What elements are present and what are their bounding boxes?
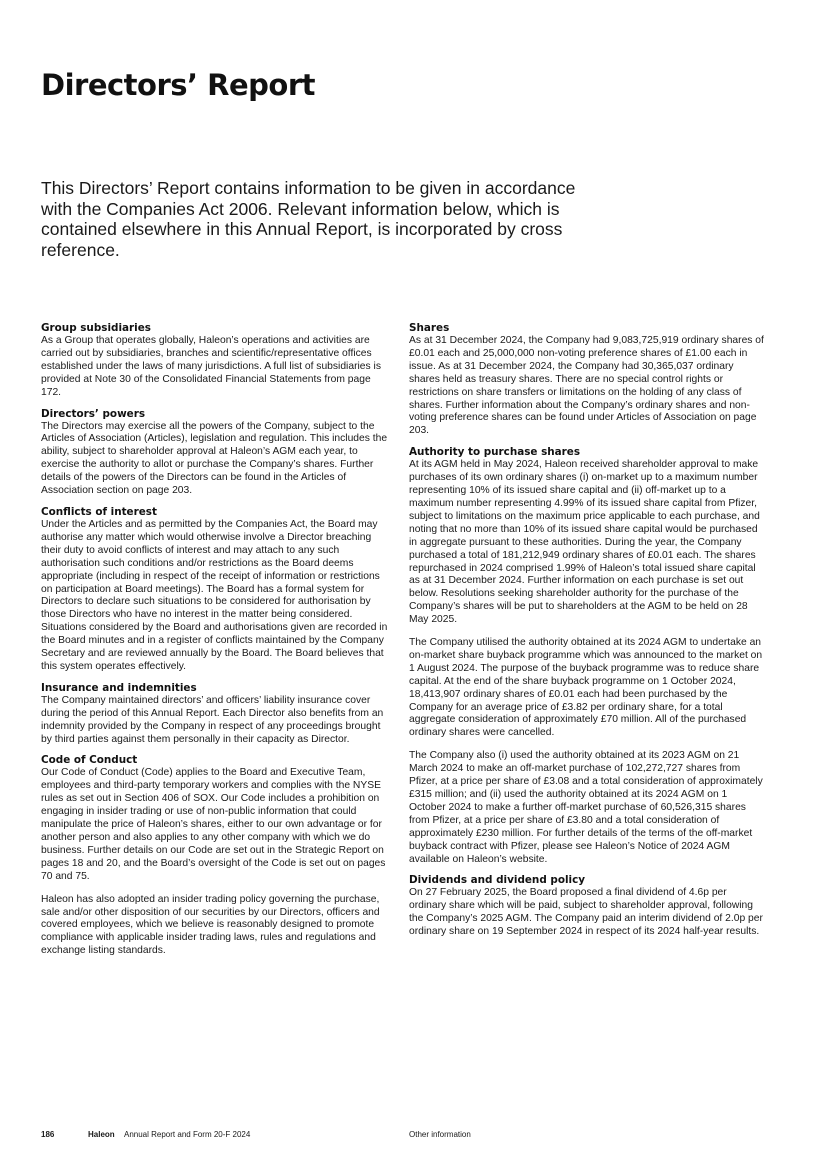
section-paragraph: The Directors may exercise all the powers of the Company, subject to the Articles of Association (Articles), legislation and regulation. This includes the ability, subject to shareholder approval at Haleon’s AGM each year, to exercise the authority to allot or purchase the Company’s shares. Further details of the powers of the Directors can be found in the Articles of Association section on page 203. [41, 420, 388, 497]
section-dividends [409, 874, 765, 939]
section-group-subsidiaries [41, 322, 393, 400]
section-paragraph: As a Group that operates globally, Haleon’s operations and activities are carried out by subsidiaries, branches and scientific/representative offices established under the laws of many jurisdictions. A full list of subsidiaries is provided at Note 30 of the Consolidated Financial Statements from page 172. [41, 335, 381, 398]
section-insurance [41, 682, 393, 747]
section-heading: Authority to purchase shares [409, 446, 581, 459]
section-heading: Code of Conduct [41, 754, 138, 767]
section-paragraph: Haleon has also adopted an insider trading policy governing the purchase, sale and/or other disposition of our securities by our Directors, officers and covered employees, which we believe is reasonably designed to promote compliance with applicable insider trading laws, rules and regulations and exchange listing standards. [41, 893, 380, 957]
section-authority-to-purchase [409, 446, 765, 866]
section-paragraph: As at 31 December 2024, the Company had 9,083,725,919 ordinary shares of £0.01 each and 25,000,000 non-voting preference shares of £1.00 each in issue. As at 31 December 2024, the Company had 30,365,037 ordinary shares held as treasury shares. There are no special control rights or restrictions on share transfers or limitations on the holding of any class of shares. Further information about the Company’s ordinary shares and non-voting preference shares can be found under Articles of Association on page 203. [409, 335, 764, 437]
section-shares [409, 322, 765, 438]
section-heading: Dividends and dividend policy [409, 874, 586, 887]
section-heading: Insurance and indemnities [41, 681, 197, 694]
section-paragraph: The Company also (i) used the authority obtained at its 2023 AGM on 21 March 2024 to make an off-market purchase of 102,272,727 shares from Pfizer, at a price per share of £3.08 and a total consideration of approximately £315 million; and (ii) used the authority obtained at its 2024 AGM on 1 October 2024 to make a further off-market purchase of 60,526,315 shares from Pfizer, at a price per share of £3.80 and a total consideration of approximately £230 million. For further details of the terms of the off-market buyback contract with Pfizer, please see Haleon’s Notice of 2024 AGM available on Haleon’s website. [409, 750, 763, 865]
section-paragraph: Our Code of Conduct (Code) applies to the Board and Executive Team, employees and third-party temporary workers and complies with the NYSE rules as set out in Section 406 of SOX. Our Code includes a prohibition on engaging in insider trading or use of non-public information that could manipulate the price of Haleon’s shares, either to our own advantage or for another person and also applies to any other company with which we do business. Further details on our Code are set out in the Strategic Report on pages 18 and 20, and the Board’s oversight of the Code is set out on pages 70 and 75. [41, 767, 386, 882]
section-paragraph: On 27 February 2025, the Board proposed a final dividend of 4.6p per ordinary share which will be paid, subject to shareholder approval, following the Company’s 2025 AGM. The Company paid an interim dividend of 2.0p per ordinary share on 19 September 2024 in respect of its 2024 half-year results. [409, 887, 763, 938]
section-conflicts-of-interest [41, 506, 393, 674]
section-heading: Directors’ powers [41, 407, 146, 420]
footer-brand: Haleon [88, 1130, 115, 1139]
footer-section-name: Other information [409, 1130, 471, 1139]
page-title: Directors’ Report [41, 68, 315, 102]
section-paragraph: The Company maintained directors’ and officers’ liability insurance cover during the period of this Annual Report. Each Director also benefits from an indemnity provided by the Company in respect of any proceedings brought by third parties against them personally in their capacity as Director. [41, 694, 384, 745]
page-number: 186 [41, 1130, 55, 1139]
section-code-of-conduct [41, 754, 393, 958]
left-column [41, 322, 393, 966]
section-heading: Shares [409, 322, 450, 334]
footer-document-title: Annual Report and Form 20-F 2024 [124, 1130, 251, 1139]
intro-paragraph: This Directors’ Report contains information to be given in accordance with the Companies Act 2006. Relevant information below, which is contained elsewhere in this Annual Report, is incorporated by cross reference. [41, 178, 576, 260]
right-column [409, 322, 765, 947]
section-paragraph: At its AGM held in May 2024, Haleon received shareholder approval to make purchases of its own ordinary shares (i) on-market up to a maximum number representing 10% of its issued share capital and (ii) off-market up to a maximum number representing 4.99% of its issued share capital from Pfizer, subject to limitations on the maximum price applicable to each purchase, and noting that no more than 10% of its issued share capital would be purchased in aggregate pursuant to these authorities. During the year, the Company purchased a total of 181,212,949 ordinary shares of £0.01 each. The shares repurchased in 2024 comprised 1.99% of Haleon’s total issued share capital as at 31 December 2024. Further information on each purchase is set out below. Resolutions seeking shareholder authority for the purchase of the Company’s shares will be put to shareholders at the AGM to be held on 28 May 2025. [409, 459, 760, 626]
section-paragraph: Under the Articles and as permitted by the Companies Act, the Board may authorise any matter which would otherwise involve a Director breaching their duty to avoid conflicts of interest and may attach to any such authorisation such conditions and/or restrictions as the Board deems appropriate (including in respect of the receipt of information or restrictions on participation at Board meetings). The Board has a formal system for Directors to declare such situations to be considered for authorisation by those Directors who have no interest in the matter being considered. Situations considered by the Board and authorisations given are recorded in the Board minutes and in a register of conflicts maintained by the Company Secretary and are reviewed annually by the Board. The Board believes that this system operates effectively. [41, 518, 388, 672]
section-heading: Group subsidiaries [41, 322, 151, 334]
section-paragraph: The Company utilised the authority obtained at its 2024 AGM to undertake an on-market share buyback programme which was announced to the market on 1 August 2024. The purpose of the buyback programme was to reduce share capital. At the end of the share buyback programme on 1 October 2024, 18,413,907 ordinary shares of £0.01 each had been purchased by the Company for an average price of £3.82 per ordinary share, for a total aggregate consideration of approximately £70 million. All of the purchased ordinary shares were cancelled. [409, 637, 763, 739]
section-directors-powers [41, 408, 393, 498]
section-heading: Conflicts of interest [41, 505, 157, 518]
